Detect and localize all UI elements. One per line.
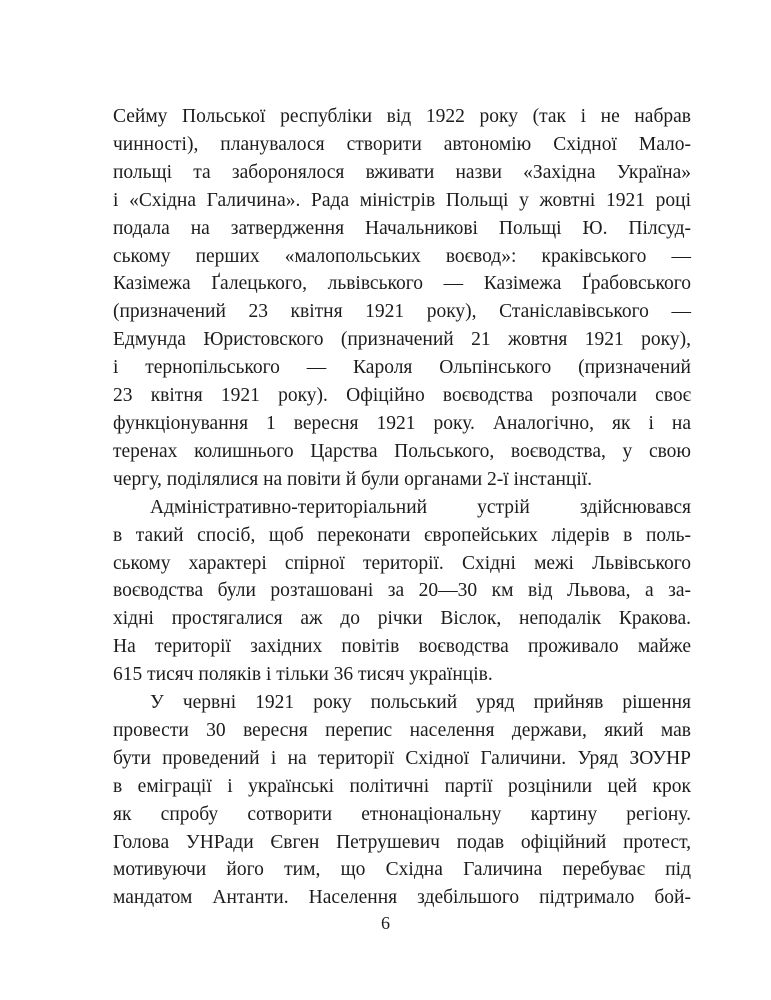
text-line: 615 тисяч поляків і тільки 36 тисяч українців. [113,664,493,686]
text-line: (призначений 23 квітня 1921 року), Станіславівського — [113,301,691,323]
text-line: Адміністративно-територіальний устрій здійснювався [150,496,691,518]
text-line: воєводства були розташовані за 20—30 км від Львова, а за- [113,580,691,602]
text-line: чинності), планувалося створити автономію Східної Мало- [113,133,691,155]
text-line: мотивуючи його тим, що Східна Галичина перебуває під [113,859,691,881]
text-line: ському характері спірної території. Східні межі Львівського [113,552,691,574]
text-line: Казімежа Ґалецького, львівського — Казімежа Ґрабовського [113,273,691,295]
paragraph [113,103,691,494]
text-line: ському перших «малопольських воєвод»: краківського — [113,245,691,267]
text-line: хідні простягалися аж до річки Віслок, неподалік Кракова. [113,608,691,630]
text-line: На території західних повітів воєводства проживало майже [113,636,691,658]
text-line: в еміграції і українські політичні партії розцінили цей крок [113,775,691,797]
paragraph [113,689,691,912]
text-line: як спробу сотворити етнонаціональну картину регіону. [113,803,691,825]
text-line: Голова УНРади Євген Петрушевич подав офіційний протест, [113,831,691,853]
text-line: польщі та заборонялося вживати назви «Західна Україна» [113,161,691,183]
paragraph [113,494,691,689]
text-line: 23 квітня 1921 року). Офіційно воєводства розпочали своє [113,385,691,407]
text-line: чергу, поділялися на повіти й були органами 2-ї інстанції. [113,468,593,490]
text-line: провести 30 вересня перепис населення держави, який мав [113,719,691,741]
text-line: і тернопільського — Кароля Ольпінського (призначений [113,357,691,379]
text-line: мандатом Антанти. Населення здебільшого підтримало бой- [113,887,691,909]
text-line: Сейму Польської республіки від 1922 року (так і не набрав [113,106,691,127]
text-line: функціонування 1 вересня 1921 року. Аналогічно, як і на [113,412,691,434]
text-content [113,103,691,912]
text-line: У червні 1921 року польський уряд прийняв рішення [150,692,691,714]
text-line: теренах колишнього Царства Польського, воєводства, у свою [113,440,691,462]
page-number: 6 [381,913,390,933]
text-line: подала на затвердження Начальникові Польщі Ю. Пілсуд- [113,217,691,239]
text-line: в такий спосіб, щоб переконати європейських лідерів в поль- [113,524,691,546]
text-line: Едмунда Юристовского (призначений 21 жовтня 1921 року), [113,329,691,351]
text-line: і «Східна Галичина». Рада міністрів Польщі у жовтні 1921 році [113,189,691,211]
text-line: бути проведений і на території Східної Галичини. Уряд ЗОУНР [113,747,691,769]
